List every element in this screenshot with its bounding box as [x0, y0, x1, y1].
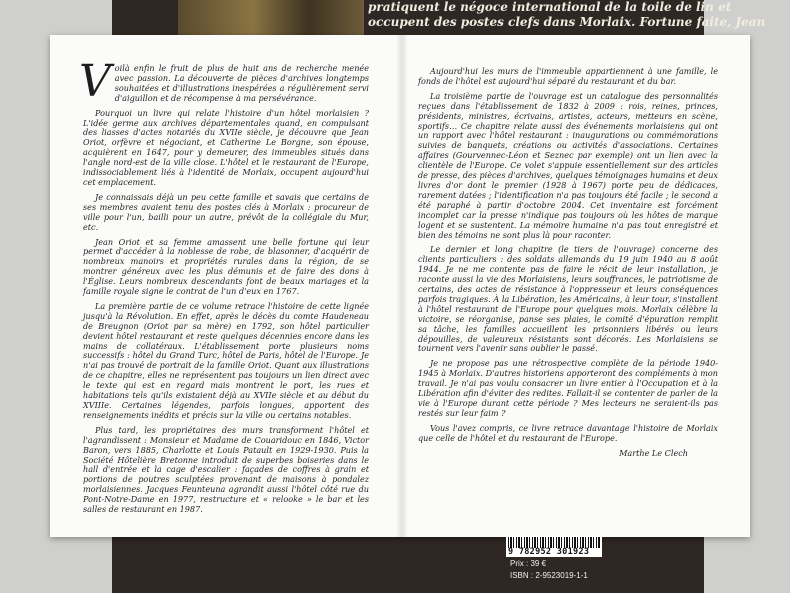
paragraph-11: Vous l'avez compris, ce livre retrace davantage l'histoire de Morlaix que celle de l'hôtel et du restaurant de l'Europe. [418, 422, 718, 443]
cover-text-line-1: pratiquent le négoce international de la toile de lin et [368, 0, 732, 14]
drop-cap: V [79, 56, 111, 107]
paragraph-5: La première partie de ce volume retrace l'histoire de cette lignée jusqu'à la Révolution. En effet, après le décès du comte Haudeneau de Breugnon (Oriot par sa mère) en 1792, son hôtel particulier devient hôtel restaurant et reste quelques décennies encore dans les mains de collatéraux. L'établissement porte plusieurs noms successifs : hôtel du Grand Turc, hôtel de Paris, hôtel de l'Europe. Je n'ai pas trouvé de portrait de la famille Oriot. Quant aux illustrations de ce chapitre, elles ne représentent pas toujours un lien direct avec le texte qui est en regard mais montrent le port, les rues et habitations tels qu'ils existaient déjà au XVIIe siècle et au début du XVIIIe. Certaines légendes, parfois longues, apportent des renseignements inédits et précis sur la ville ou certains notables. [83, 300, 369, 420]
paragraph-4: Jean Oriot et sa femme amassent une belle fortune qui leur permet d'accéder à la noblesse de robe, de blasonner, d'acquérir de nombreux manoirs et propriétés rurales dans la région, de se montrer généreux avec les plus démunis et de faire des dons à l'Église. Leurs nombreux descendants font de beaux mariages et la famille royale signe le contrat de l'un d'eux en 1767. [83, 236, 369, 297]
paragraph-9: Le dernier et long chapitre (le tiers de l'ouvrage) concerne des clients particuliers : des soldats allemands du 19 juin 1940 au 8 août 1944. Je ne me contente pas de faire le récit de leur installation, je raconte aussi la vie des Morlaisiens, leurs souffrances, le patriotisme de certains, des actes de résistance à l'oppresseur et leurs conséquences parfois tragiques. À la Libération, les Américains, à leur tour, s'installent à l'hôtel restaurant de l'Europe pour quelques mois. Morlaix célèbre la victoire, se réorganise, panse ses plaies, le comité d'épuration remplit sa tâche, les familles accueillent les prisonniers libérés ou leurs dépouilles, de valeureux résistants sont décorés. Les Morlaisiens se tournent vers l'avenir sans oublier le passé. [418, 244, 718, 354]
paragraph-7: Aujourd'hui les murs de l'immeuble appartiennent à une famille, le fonds de l'hôtel est aujourd'hui séparé du restaurant et du bar. [418, 66, 718, 86]
barcode-number: 9 782952 301923 [508, 547, 590, 557]
cover-text [368, 0, 766, 30]
paragraph-2: Pourquoi un livre qui relate l'histoire d'un hôtel morlaisien ? L'idée germe aux archives départementales quand, en compulsant des liasses d'actes notariés du XVIIe siècle, je découvre que Jean Oriot, orfèvre et négociant, et Catherine Le Borgne, son épouse, acquièrent en 1647, pour y demeurer, des immeubles situés dans l'angle nord-est de la ville close. L'hôtel et le restaurant de l'Europe, indissociablement liés à l'identité de Morlaix, occupent aujourd'hui cet emplacement. [83, 107, 369, 187]
left-page-text [79, 56, 369, 520]
page-fold [396, 35, 408, 537]
right-page-text [418, 67, 718, 464]
price-label: Prix : 39 € [510, 559, 547, 568]
paragraph-6: Plus tard, les propriétaires des murs transforment l'hôtel et l'agrandissent : Monsieur et Madame de Couaridouc en 1846, Victor Baron, vers 1885, Charlotte et Louis Patault en 1929-1930. Puis la Société Hôtelière Bretonne introduit de superbes boiseries dans le hall d'entrée et la cage d'escalier : façades de coffres à grain et portions de poutres sculptées provenant de maisons à pondalez morlaisiennes. Jacques Feunteuna agrandit aussi l'hôtel côté rue du Pont-Notre-Dame en 1977, restructure et « relooke » le bar et les salles de restaurant en 1987. [83, 424, 369, 515]
paragraph-3: Je connaissais déjà un peu cette famille et savais que certains de ses membres avaient tenu des postes clés à Morlaix : procureur de ville pour l'un, bailli pour un autre, prévôt de la collégiale du Mur, etc. [83, 191, 369, 232]
paragraph-8: La troisième partie de l'ouvrage est un catalogue des personnalités reçues dans l'établissement de 1832 à 2009 : rois, reines, princes, présidents, ministres, écrivains, artistes, acteurs, metteurs en scène, sportifs… Ce chapitre relate aussi des événements morlaisiens qui ont un rapport avec l'hôtel restaurant : inaugurations ou commémorations suivies de banquets, créations ou activités d'associations. Certaines affaires (Gourvennec-Léon et Seznec par exemple) ont un lien avec la clientèle de l'Europe. Ce volet s'appuie essentiellement sur des articles de presse, des pièces d'archives, quelques témoignages humains et deux livres d'or dont le premier (1928 à 1967) porte peu de dédicaces, rarement datées ; l'identification n'a pas toujours été facile ; le second a été paraphé à partir d'octobre 2004. Cet inventaire est forcément incomplet car la presse n'indique pas toujours où les hôtes de marque logent et se sustentent. La mémoire humaine n'a pas tout enregistré et bien des témoins ne sont plus là pour raconter. [418, 90, 718, 240]
author-signature: Marthe Le Clech [619, 447, 688, 458]
paragraph-10: Je ne propose pas une rétrospective complète de la période 1940-1945 à Morlaix. D'autres historiens apporteront des compléments à mon travail. Je n'ai pas voulu consacrer un livre entier à l'Occupation et à la Libération afin d'éviter des redites. Fallait-il se contenter de parler de la vie à l'Europe durant cette période ? Mes lecteurs ne seraient-ils pas restés sur leur faim ? [418, 358, 718, 418]
paragraph-1-text: oilà enfin le fruit de plus de huit ans de recherche menée avec passion. La découverte de pièces d'archives longtemps souhaitées et d'illustrations inespérées a régulièrement servi d'aiguillon et de récompense à ma persévérance. [114, 63, 369, 103]
cover-text-line-2: occupent des postes clefs dans Morlaix. Fortune faite, Jean [368, 15, 766, 29]
paragraph-1 [79, 56, 369, 107]
isbn-label: ISBN : 2-952301​9-1-1 [510, 571, 588, 580]
barcode [506, 537, 602, 557]
